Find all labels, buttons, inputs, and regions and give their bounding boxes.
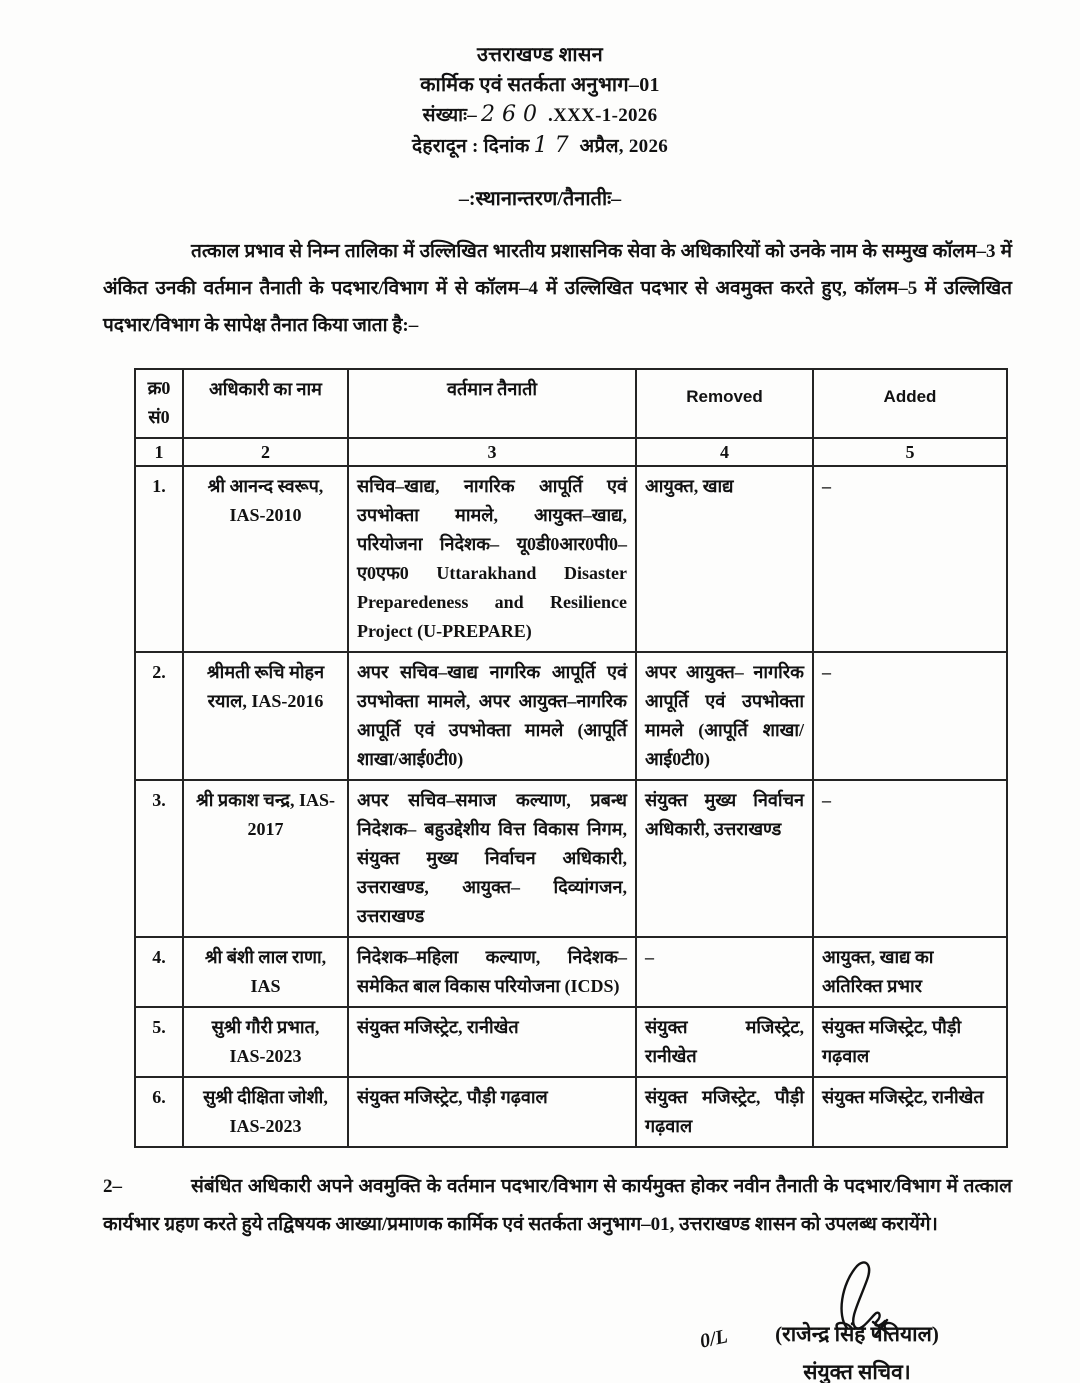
letter-number-handwritten: 260 [481,102,545,127]
cell-current-posting: अपर सचिव–समाज कल्याण, प्रबन्ध निदेशक– बहुउद्देशीय वित्त विकास निगम, संयुक्त मुख्य निर्वाचन अधिकारी, उत्तराखण्ड, आयुक्त– दिव्यांगजन, उत्तराखण्ड [348,780,636,937]
cell-removed: संयुक्त मजिस्ट्रेट, पौड़ी गढ़वाल [636,1077,813,1147]
cell-added: आयुक्त, खाद्य का अतिरिक्त प्रभार [813,937,1007,1007]
header-current-posting: वर्तमान तैनाती [348,369,636,438]
table-row [135,652,1007,780]
clause-2-number: 2– [103,1176,122,1197]
table-header-row [135,369,1007,438]
officer-batch: IAS-2016 [251,691,324,711]
letter-number-prefix: संख्याः– [422,105,478,126]
clause-2-paragraph [103,1168,1012,1244]
date-handwritten: 17 [533,133,576,158]
column-number: 4 [636,438,813,466]
date-suffix: अप्रैल, 2026 [579,136,669,157]
intro-paragraph: तत्काल प्रभाव से निम्न तालिका में उल्लिखित भारतीय प्रशासनिक सेवा के अधिकारियों को उनके नाम के सम्मुख कॉलम–3 में अंकित उनकी वर्तमान तैनाती के पदभार/विभाग में से कॉलम–4 में उल्लिखित पदभार से अवमुक्त करते हुए, कॉलम–5 में उल्लिखित पदभार/विभाग के सापेक्ष तैनात किया जाता है:– [103,241,1012,336]
officer-name: सुश्री गौरी प्रभात, [211,1017,320,1037]
officer-name: श्री प्रकाश चन्द्र, [196,790,295,810]
cell-current-posting: संयुक्त मजिस्ट्रेट, रानीखेत [348,1007,636,1077]
signature-block [0,1258,1080,1383]
cell-removed: संयुक्त मजिस्ट्रेट, रानीखेत [636,1007,813,1077]
table-row [135,1007,1007,1077]
column-number-row [135,438,1007,466]
header-officer-name: अधिकारी का नाम [183,369,348,438]
department-name: कार्मिक एवं सतर्कता अनुभाग–01 [420,74,660,96]
table-row [135,466,1007,652]
cell-added: – [813,466,1007,652]
officer-batch: IAS-2010 [229,505,302,525]
officer-batch: IAS-2017 [247,790,335,839]
transfer-order-table [134,368,1008,1148]
cell-removed: संयुक्त मुख्य निर्वाचन अधिकारी, उत्तराखण्ड [636,780,813,937]
cell-serial-number: 1. [135,466,183,652]
cell-removed: आयुक्त, खाद्य [636,466,813,652]
officer-name: श्री आनन्द स्वरूप, [207,476,324,496]
cell-officer-name [183,1007,348,1077]
cell-serial-number: 5. [135,1007,183,1077]
cell-serial-number: 6. [135,1077,183,1147]
table-row [135,1077,1007,1147]
cell-current-posting: अपर सचिव–खाद्य नागरिक आपूर्ति एवं उपभोक्ता मामले, अपर आयुक्त–नागरिक आपूर्ति एवं उपभोक्ता मामले (आपूर्ति शाखा/आई0टी0) [348,652,636,780]
document-header [0,0,1080,162]
cell-serial-number: 4. [135,937,183,1007]
column-number: 5 [813,438,1007,466]
cell-added: – [813,780,1007,937]
letter-number-line [0,100,1080,131]
cell-serial-number: 3. [135,780,183,937]
cell-officer-name [183,1077,348,1147]
header-added: Added [813,369,1007,438]
cell-officer-name [183,466,348,652]
header-removed: Removed [636,369,813,438]
place-date-prefix: देहरादून : दिनांक [411,136,530,157]
officer-batch: IAS-2023 [229,1046,302,1066]
cell-officer-name [183,652,348,780]
header-serial-number: क्र0 सं0 [135,369,183,438]
cell-added: संयुक्त मजिस्ट्रेट, पौड़ी गढ़वाल [813,1007,1007,1077]
officer-batch: IAS [250,976,281,996]
cell-serial-number: 2. [135,652,183,780]
officer-name: सुश्री दीक्षिता जोशी, [203,1087,328,1107]
place-date-line [0,131,1080,162]
cell-added: – [813,652,1007,780]
signatory-name: (राजेन्द्र सिंह पतियाल) [775,1322,939,1346]
subject-title: –:स्थानान्तरण/तैनातीः– [458,188,622,210]
officer-batch: IAS-2023 [229,1116,302,1136]
officer-name: श्री बंशी लाल राणा, [204,947,327,967]
table-row [135,937,1007,1007]
table-row [135,780,1007,937]
cell-current-posting: सचिव–खाद्य, नागरिक आपूर्ति एवं उपभोक्ता मामले, आयुक्त–खाद्य, परियोजना निदेशक– यू0डी0आर0पी0–ए0एफ0 Uttarakhand Disaster Preparedeness and Resilience Project (U-PREPARE) [348,466,636,652]
signatory-designation: संयुक्त सचिव। [803,1360,911,1383]
cell-current-posting: संयुक्त मजिस्ट्रेट, पौड़ी गढ़वाल [348,1077,636,1147]
letter-number-suffix: .XXX-1-2026 [548,105,658,126]
column-number: 3 [348,438,636,466]
cell-removed: – [636,937,813,1007]
officer-name: श्रीमती रूचि मोहन रयाल, [206,662,325,711]
column-number: 1 [135,438,183,466]
clause-2-text: संबंधित अधिकारी अपने अवमुक्ति के वर्तमान पदभार/विभाग से कार्यमुक्त होकर नवीन तैनाती के पदभार/विभाग में तत्काल कार्यभार ग्रहण करते हुये तद्विषयक आख्या/प्रमाणक कार्मिक एवं सतर्कता अनुभाग–01, उत्तराखण्ड शासन को उपलब्ध करायेंगे। [103,1176,1012,1235]
cell-officer-name [183,937,348,1007]
cell-added: संयुक्त मजिस्ट्रेट, रानीखेत [813,1077,1007,1147]
signoff-initials: 0/L [697,1325,730,1353]
column-number: 2 [183,438,348,466]
cell-current-posting: निदेशक–महिला कल्याण, निदेशक–समेकित बाल विकास परियोजना (ICDS) [348,937,636,1007]
government-name: उत्तराखण्ड शासन [476,44,604,66]
cell-removed: अपर आयुक्त– नागरिक आपूर्ति एवं उपभोक्ता मामले (आपूर्ति शाखा/ आई0टी0) [636,652,813,780]
cell-officer-name [183,780,348,937]
